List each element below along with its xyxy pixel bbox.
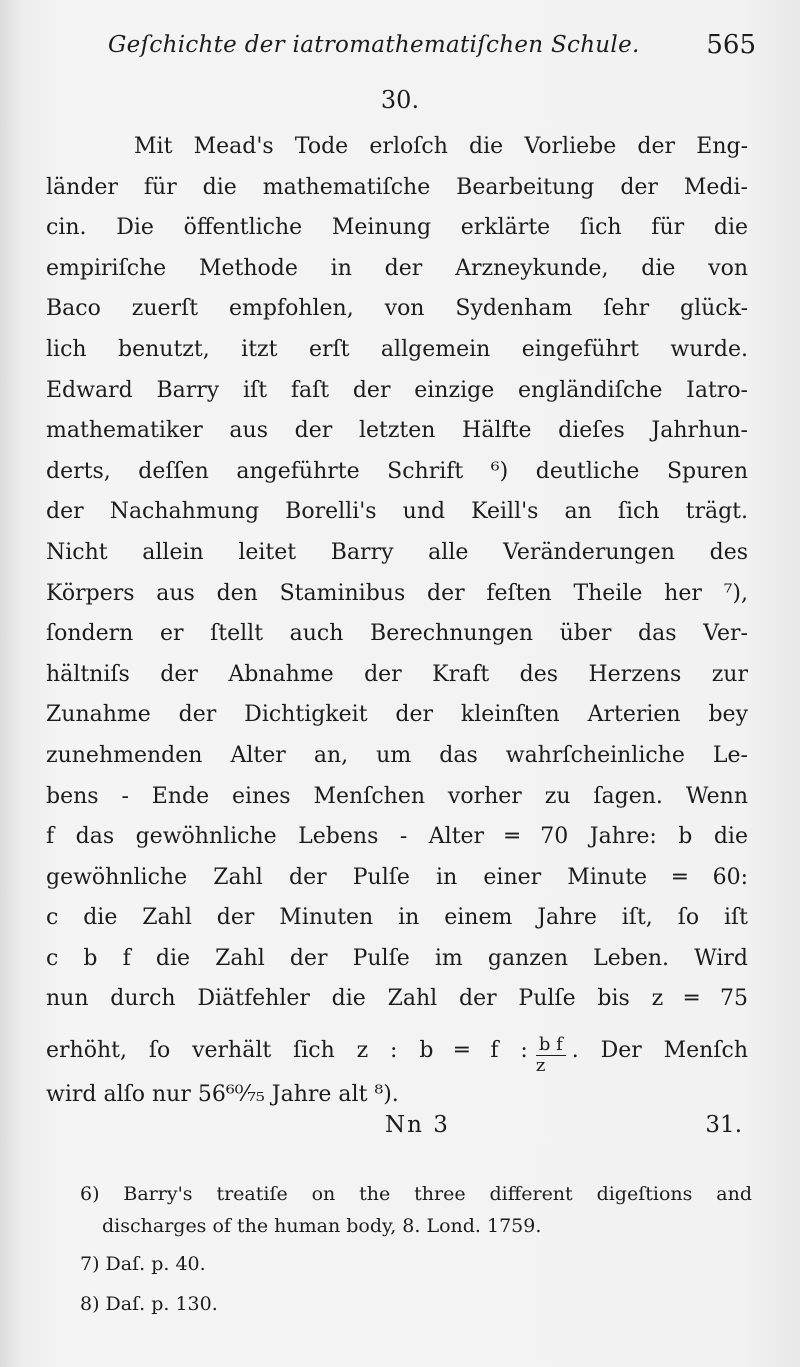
text-line: mathematiker aus der letzten Hälfte dieſes Jahrhun- (46, 418, 748, 444)
footnote-7: 7) Daſ. p. 40. (80, 1253, 206, 1275)
page-number: 565 (706, 30, 756, 60)
footnotes (80, 1178, 752, 1322)
text-line: länder für die mathematiſche Bearbeitung der Medi- (46, 174, 748, 200)
fraction (536, 1035, 566, 1076)
footnote-6: 6) Barry's treatiſe on the three different digeſtions and (80, 1183, 752, 1205)
text-line: nun durch Diätfehler die Zahl der Pulſe bis z ═ 75 (46, 986, 748, 1012)
page-header (108, 28, 756, 68)
text-line: bens - Ende eines Menſchen vorher zu ſagen. Wenn (46, 783, 748, 809)
running-title: Geſchichte der iatromathematiſchen Schule. (108, 32, 640, 58)
body-paragraph (46, 127, 748, 1117)
text-line: Nicht allein leitet Barry alle Veränderungen des (46, 539, 748, 565)
text-line: lich benutzt, itzt erſt allgemein eingeführt wurde. (46, 336, 748, 362)
footnote-6-continued: discharges of the human body, 8. Lond. 1759. (102, 1215, 542, 1237)
catchword: 31. (705, 1112, 742, 1138)
fraction-numerator: b f (536, 1035, 566, 1056)
text-line: Baco zuerſt empfohlen, von Sydenham ſehr glück- (46, 296, 748, 322)
text-line: Körpers aus den Staminibus der feſten Theile her ⁷), (46, 580, 748, 606)
footnote-8: 8) Daſ. p. 130. (80, 1293, 218, 1315)
text-line: hältniſs der Abnahme der Kraft des Herzens zur (46, 661, 748, 687)
formula-text: erhöht, ſo verhält ſich z : b ═ f : (46, 1038, 528, 1064)
signature-mark: Nn 3 (385, 1112, 450, 1138)
text-line: c die Zahl der Minuten in einem Jahre iſt, ſo iſt (46, 905, 748, 931)
formula-line (46, 1020, 748, 1075)
text-line: der Nachahmung Borelli's und Keill's an ſich trägt. (46, 499, 748, 525)
text-line: cin. Die öffentliche Meinung erklärte ſich für die (46, 215, 748, 241)
text-line: Edward Barry iſt faſt der einzige engländiſche Iatro- (46, 377, 748, 403)
text-line: f das gewöhnliche Lebens - Alter ═ 70 Jahre: b die (46, 824, 748, 850)
fraction-denominator: z (535, 1055, 546, 1077)
text-line: Zunahme der Dichtigkeit der kleinſten Arterien bey (46, 702, 748, 728)
section-number: 30. (380, 86, 420, 114)
text-line: derts, deſſen angeführte Schrift ⁶) deutliche Spuren (46, 458, 748, 484)
text-line-last: wird alſo nur 56⁶⁰⁄₇₅ Jahre alt ⁸). (46, 1082, 399, 1108)
text-line: Mit Mead's Tode erloſch die Vorliebe der Eng- (134, 134, 748, 159)
text-line: zunehmenden Alter an, um das wahrſcheinliche Le- (46, 742, 748, 768)
text-line: gewöhnliche Zahl der Pulſe in einer Minute ═ 60: (46, 864, 748, 890)
text-line: ſondern er ſtellt auch Berechnungen über das Ver- (46, 621, 748, 647)
formula-tail: . Der Menſch (571, 1038, 748, 1064)
text-line: empiriſche Methode in der Arzneykunde, die von (46, 255, 748, 281)
text-line: c b f die Zahl der Pulſe im ganzen Leben. Wird (46, 945, 748, 971)
